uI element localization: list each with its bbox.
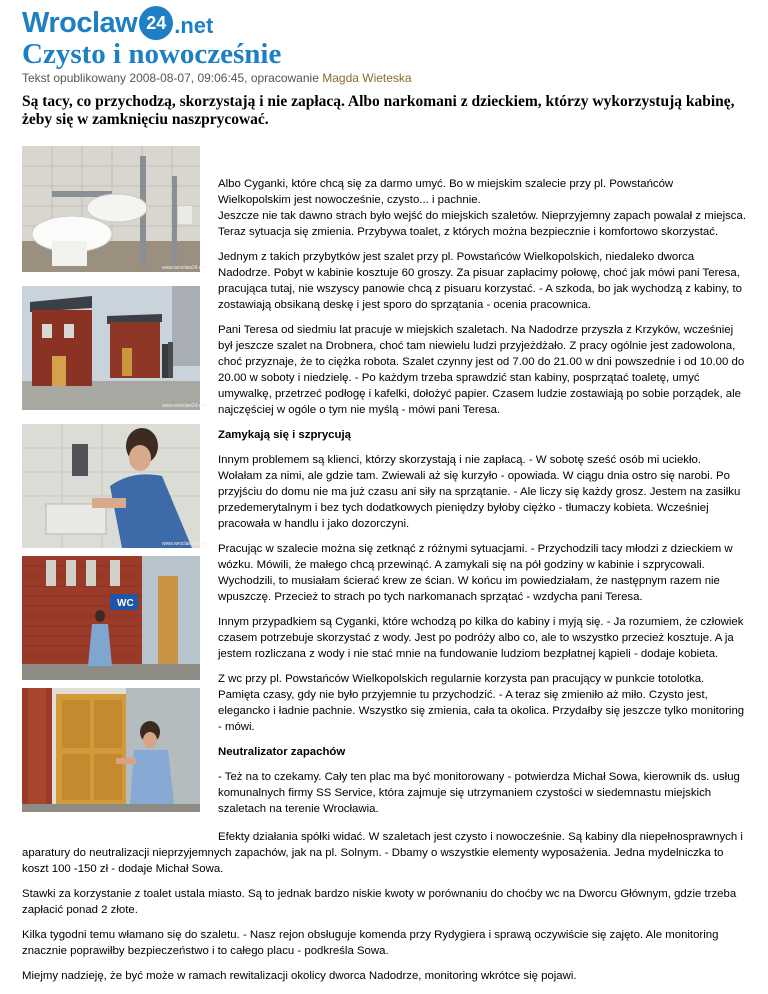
paragraph-11: Kilka tygodni temu włamano się do szaletu. - Nasz rejon obsługuje komenda przy Rydygiera i sprawą oczywiście się zajęto. Ale monitoring znacznie poprawiłby bezpieczeństwo i to całego placu - podkreśla Sowa. (22, 929, 719, 957)
author-link[interactable]: Magda Wieteska (322, 71, 412, 85)
article-title: Czysto i nowocześnie (22, 38, 282, 70)
photo-watermark: www.wroclaw24.net (162, 541, 206, 547)
paragraph-1a: Albo Cyganki, które chcą się za darmo umyć. Bo w miejskim szalecie przy pl. Powstańców Wielkopolskim jest nowocześnie, czysto... i pachnie. (218, 178, 674, 206)
photo-wc-sign (22, 556, 200, 680)
paragraph-10: Stawki za korzystanie z toalet ustala miasto. Są to jednak bardzo niskie kwoty w porównaniu do choćby wc na Dworcu Głównym, gdzie trzeba zapłacić ponad 2 złote. (22, 888, 737, 916)
logo-tld: .net (174, 13, 214, 38)
site-logo[interactable] (22, 4, 213, 42)
photo-watermark: www.wroclaw24.net (162, 403, 206, 409)
article-lead: Są tacy, co przychodzą, skorzystają i nie zapłacą. Albo narkomani z dzieckiem, którzy wykorzystują kabinę, żeby się w zamknięciu naszprycować. (22, 93, 735, 128)
paragraph-8: - Też na to czekamy. Cały ten plac ma być monitorowany - potwierdza Michał Sowa, kierownik ds. usług komunalnych firmy SS Service, która zajmuje się utrzymaniem czystości w siedemnastu miejskich szaletach na terenie Wrocławia. (218, 771, 740, 815)
publish-info: Tekst opublikowany 2008-08-07, 09:06:45, opracowanie (22, 71, 319, 85)
article-meta (22, 71, 412, 85)
paragraph-9: Efekty działania spółki widać. W szaletach jest czysto i nowocześnie. Są kabiny dla niepełnosprawnych i aparatury do neutralizacji nieprzyjemnych zapachów, jak na pl. Solnym. - Dbamy o wszystkie elementy wyposażenia. Jedna mydelniczka to koszt 100 -150 zł - dodaje Michał Sowa. (22, 831, 743, 875)
paragraph-4: Innym problemem są klienci, którzy skorzystają i nie zapłacą. - W sobotę sześć osób mi uciekło. Wołałam za nimi, ale gdzie tam. Zwiewali aż się kurzyło - opowiada. W ciągu dnia ostro się narobi. Po przyjściu do domu nie ma już czasu ani siły na sprzątanie. - Ale liczy się każdy grosz. Jestem na zasiłku przedemerytalnym i bez tych dodatkowych pieniędzy byłoby ciężko - tłumaczy kobieta. Wcześniej pracowała w handlu i jako dozorczyni. (218, 454, 741, 530)
paragraph-1 (218, 176, 746, 240)
paragraph-3: Pani Teresa od siedmiu lat pracuje w miejskich szaletach. Na Nadodrze przyszła z Krzyków, wcześniej był jeszcze szalet na Drobnera, choć tam niewielu ludzi przyjeżdżało. Z pracy ogólnie jest zadowolona, choć przyznaje, że to ciężka robota. Szalet czynny jest od 7.00 do 21.00 w dni powszednie i od 10.00 do 20.00 w soboty i niedzielę. - Po każdym trzeba sprawdzić stan kabiny, posprzątać toaletę, umyć umywalkę, przetrzeć podłogę i kafelki, dołożyć papier. Czasem ludzie zostawiają po sobie porządek, ale najczęściej w ogóle o tym nie myślą - mówi pani Teresa. (218, 324, 745, 416)
subheading-2: Neutralizator zapachów (218, 746, 346, 758)
paragraph-2: Jednym z takich przybytków jest szalet przy pl. Powstańców Wielkopolskich, niedaleko dworca Nadodrze. Pobyt w kabinie kosztuje 60 groszy. Za pisuar zapłacimy połowę, choć jak mówi pani Teresa, pracująca tutaj, nie wszyscy panowie chcą z pisuaru korzystać. - A szkoda, bo jak wychodzą z kabiny, to zostawiają obsikaną deskę i jest sporo do sprzątania - ocenia pracownica. (218, 251, 743, 311)
photo-worker-sink (22, 424, 206, 548)
photo-building-exterior (22, 286, 206, 410)
paragraph-6: Innym przypadkiem są Cyganki, które wchodzą po kilka do kabiny i myją się. - Ja rozumiem, że człowiek czasem potrzebuje skorzystać z wody. Jest po podróży albo co, ale to wszystko przecież kosztuje. A ja jestem rozliczana z wody i nie stać mnie na fundowanie ludziom bezpłatnej kąpieli - dodaje kobieta. (218, 616, 744, 660)
paragraph-7: Z wc przy pl. Powstańców Wielkopolskich regularnie korzysta pan pracujący w punkcie totolotka. Pamięta czasy, gdy nie było przyjemnie tu przychodzić. - A teraz się zmieniło aż miło. Czysto jest, elegancko i ładnie pachnie. Wszystko się zmienia, cała ta okolica. Przydałby się jeszcze tylko monitoring - mówi. (218, 673, 745, 733)
photo-watermark: www.wroclaw24.net (162, 265, 206, 271)
logo-word: Wroclaw (22, 6, 138, 39)
subheading-1: Zamykają się i szprycują (218, 429, 351, 441)
photo-worker-door (22, 688, 200, 812)
article-body-column (218, 176, 746, 826)
photo-toilet-interior (22, 146, 206, 272)
paragraph-12: Miejmy nadzieję, że być może w ramach rewitalizacji okolicy dworca Nadodrze, monitoring wkrótce się pojawi. (22, 970, 577, 982)
paragraph-5: Pracując w szalecie można się zetknąć z różnymi sytuacjami. - Przychodzili tacy młodzi z dzieckiem w wózku. Mówili, że małego chcą przewinąć. A zamykali się na pół godziny w kabinie i szprycowali. Wychodzili, to musiałam ścierać krew ze ścian. W końcu im powiedziałam, że następnym razem nie wpuszczę. Przecież to strach po tych narkomanach sprzątać - wzdycha pani Teresa. (218, 543, 733, 603)
wc-sign-text: WC (117, 598, 134, 609)
logo-number-circle: 24 (139, 6, 173, 40)
article-body-full (22, 829, 750, 993)
paragraph-1b: Jeszcze nie tak dawno strach było wejść do miejskich szaletów. Nieprzyjemny zapach powalał z miejsca. Teraz sytuacja się zmienia. Przybywa toalet, z których można bezpiecznie i komfortowo skorzystać. (218, 210, 746, 238)
